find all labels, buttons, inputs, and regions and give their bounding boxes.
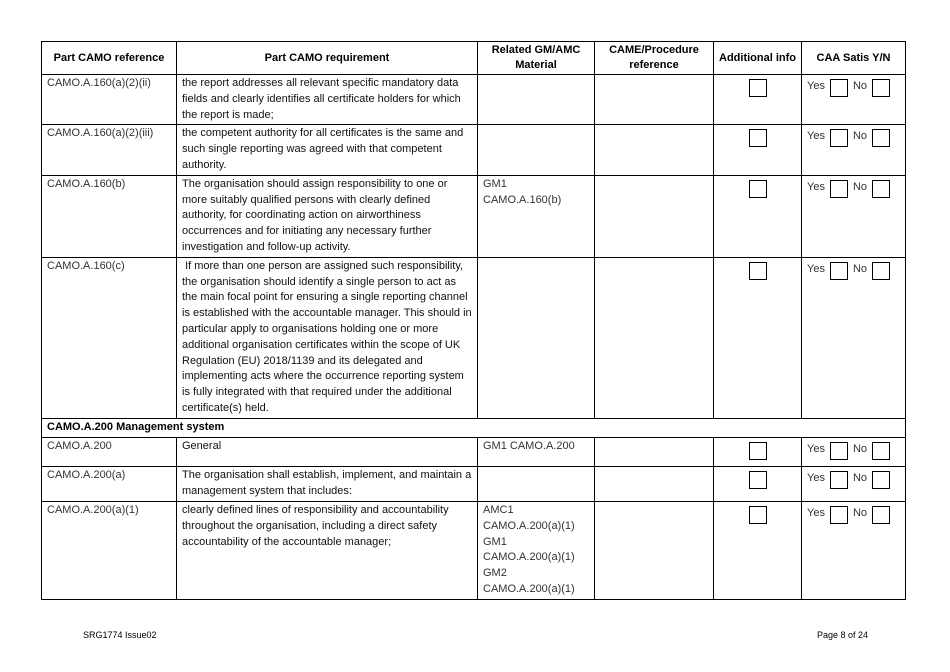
no-checkbox[interactable]	[872, 180, 890, 198]
satis-cell	[802, 467, 906, 502]
no-checkbox[interactable]	[872, 129, 890, 147]
yes-label: Yes	[807, 80, 825, 92]
satis-cell	[802, 501, 906, 599]
additional-info-cell	[714, 501, 802, 599]
ref-cell: CAMO.A.160(a)(2)(ii)	[42, 75, 177, 125]
yes-checkbox[interactable]	[830, 180, 848, 198]
gm-cell: GM1 CAMO.A.200	[478, 437, 595, 467]
additional-info-checkbox[interactable]	[749, 506, 767, 524]
requirement-cell: If more than one person are assigned such responsibility, the organisation should identify a single person to act as the main focal point for ensuring a single reporting channel is established with the accountable manager. This should in particular apply to organisations holding one or more additional organisation certificates within the scope of UK Regulation (EU) 2018/1139 and its delegated and implementing acts where the occurrence reporting system is fully integrated with that required under the additional certificate(s) held.	[177, 257, 478, 418]
header-additional-info: Additional info	[714, 42, 802, 75]
no-checkbox[interactable]	[872, 506, 890, 524]
no-checkbox[interactable]	[872, 262, 890, 280]
table-row	[42, 175, 906, 257]
came-cell[interactable]	[595, 75, 714, 125]
no-label: No	[852, 80, 868, 92]
table-row	[42, 75, 906, 125]
gm-cell	[478, 125, 595, 175]
additional-info-checkbox[interactable]	[749, 262, 767, 280]
came-cell[interactable]	[595, 501, 714, 599]
table-row	[42, 467, 906, 502]
requirement-cell: the report addresses all relevant specific mandatory data fields and clearly identifies all certificate holders for which the report is made;	[177, 75, 478, 125]
additional-info-checkbox[interactable]	[749, 442, 767, 460]
yes-label: Yes	[807, 130, 825, 143]
yes-checkbox[interactable]	[830, 471, 848, 489]
ref-cell: CAMO.A.200	[42, 437, 177, 467]
header-gm-amc: Related GM/AMC Material	[478, 42, 595, 75]
yes-checkbox[interactable]	[830, 442, 848, 460]
requirement-cell: clearly defined lines of responsibility and accountability throughout the organisation, including a direct safety accountability of the accountable manager;	[177, 501, 478, 599]
came-cell[interactable]	[595, 467, 714, 502]
header-came-procedure: CAME/Procedure reference	[595, 42, 714, 75]
additional-info-cell	[714, 75, 802, 125]
footer-doc-id: SRG1774 Issue02	[83, 630, 157, 640]
yes-checkbox[interactable]	[830, 129, 848, 147]
no-label: No	[852, 180, 868, 193]
gm-cell: GM1 CAMO.A.160(b)	[478, 175, 595, 257]
additional-info-cell	[714, 175, 802, 257]
table-row	[42, 257, 906, 418]
no-checkbox[interactable]	[872, 79, 890, 97]
additional-info-checkbox[interactable]	[749, 129, 767, 147]
yes-label: Yes	[807, 442, 825, 455]
gm-cell	[478, 75, 595, 125]
table-row	[42, 125, 906, 175]
requirement-cell: the competent authority for all certificates is the same and such single reporting was agreed with that competent authority.	[177, 125, 478, 175]
requirement-cell: The organisation shall establish, implement, and maintain a management system that includes:	[177, 467, 478, 502]
ref-cell: CAMO.A.160(a)(2)(iii)	[42, 125, 177, 175]
came-cell[interactable]	[595, 257, 714, 418]
no-label: No	[852, 506, 868, 519]
no-label: No	[852, 472, 868, 485]
section-row	[42, 418, 906, 437]
table-row	[42, 437, 906, 467]
yes-checkbox[interactable]	[830, 79, 848, 97]
additional-info-cell	[714, 257, 802, 418]
additional-info-cell	[714, 125, 802, 175]
yes-checkbox[interactable]	[830, 262, 848, 280]
table-row	[42, 501, 906, 599]
ref-cell: CAMO.A.200(a)(1)	[42, 501, 177, 599]
additional-info-cell	[714, 467, 802, 502]
satis-cell	[802, 257, 906, 418]
came-cell[interactable]	[595, 175, 714, 257]
no-label: No	[852, 442, 868, 455]
yes-label: Yes	[807, 506, 825, 519]
requirement-cell: General	[177, 437, 478, 467]
header-caa-satis: CAA Satis Y/N	[802, 42, 906, 75]
compliance-table	[41, 41, 906, 600]
additional-info-checkbox[interactable]	[749, 79, 767, 97]
ref-cell: CAMO.A.160(c)	[42, 257, 177, 418]
satis-cell	[802, 437, 906, 467]
footer-page-number: Page 8 of 24	[816, 630, 868, 640]
ref-cell: CAMO.A.160(b)	[42, 175, 177, 257]
yes-checkbox[interactable]	[830, 506, 848, 524]
no-checkbox[interactable]	[872, 471, 890, 489]
requirement-cell: The organisation should assign responsibility to one or more suitably qualified persons with clearly defined authority, for coordinating action on airworthiness occurrences and for initiating any necessary further investigation and follow-up activity.	[177, 175, 478, 257]
additional-info-checkbox[interactable]	[749, 180, 767, 198]
gm-cell	[478, 467, 595, 502]
no-checkbox[interactable]	[872, 442, 890, 460]
came-cell[interactable]	[595, 125, 714, 175]
came-cell[interactable]	[595, 437, 714, 467]
gm-cell: AMC1 CAMO.A.200(a)(1) GM1 CAMO.A.200(a)(1) GM2 CAMO.A.200(a)(1)	[478, 501, 595, 599]
additional-info-cell	[714, 437, 802, 467]
no-label: No	[852, 130, 868, 143]
yes-label: Yes	[807, 180, 825, 193]
header-ref: Part CAMO reference	[42, 42, 177, 75]
ref-cell: CAMO.A.200(a)	[42, 467, 177, 502]
yes-label: Yes	[807, 262, 825, 275]
section-heading: CAMO.A.200 Management system	[42, 418, 906, 437]
satis-cell	[802, 125, 906, 175]
no-label: No	[852, 262, 868, 275]
header-row	[42, 42, 906, 75]
yes-label: Yes	[807, 472, 825, 485]
header-requirement: Part CAMO requirement	[177, 42, 478, 75]
gm-cell	[478, 257, 595, 418]
satis-cell	[802, 175, 906, 257]
additional-info-checkbox[interactable]	[749, 471, 767, 489]
satis-cell	[802, 75, 906, 125]
